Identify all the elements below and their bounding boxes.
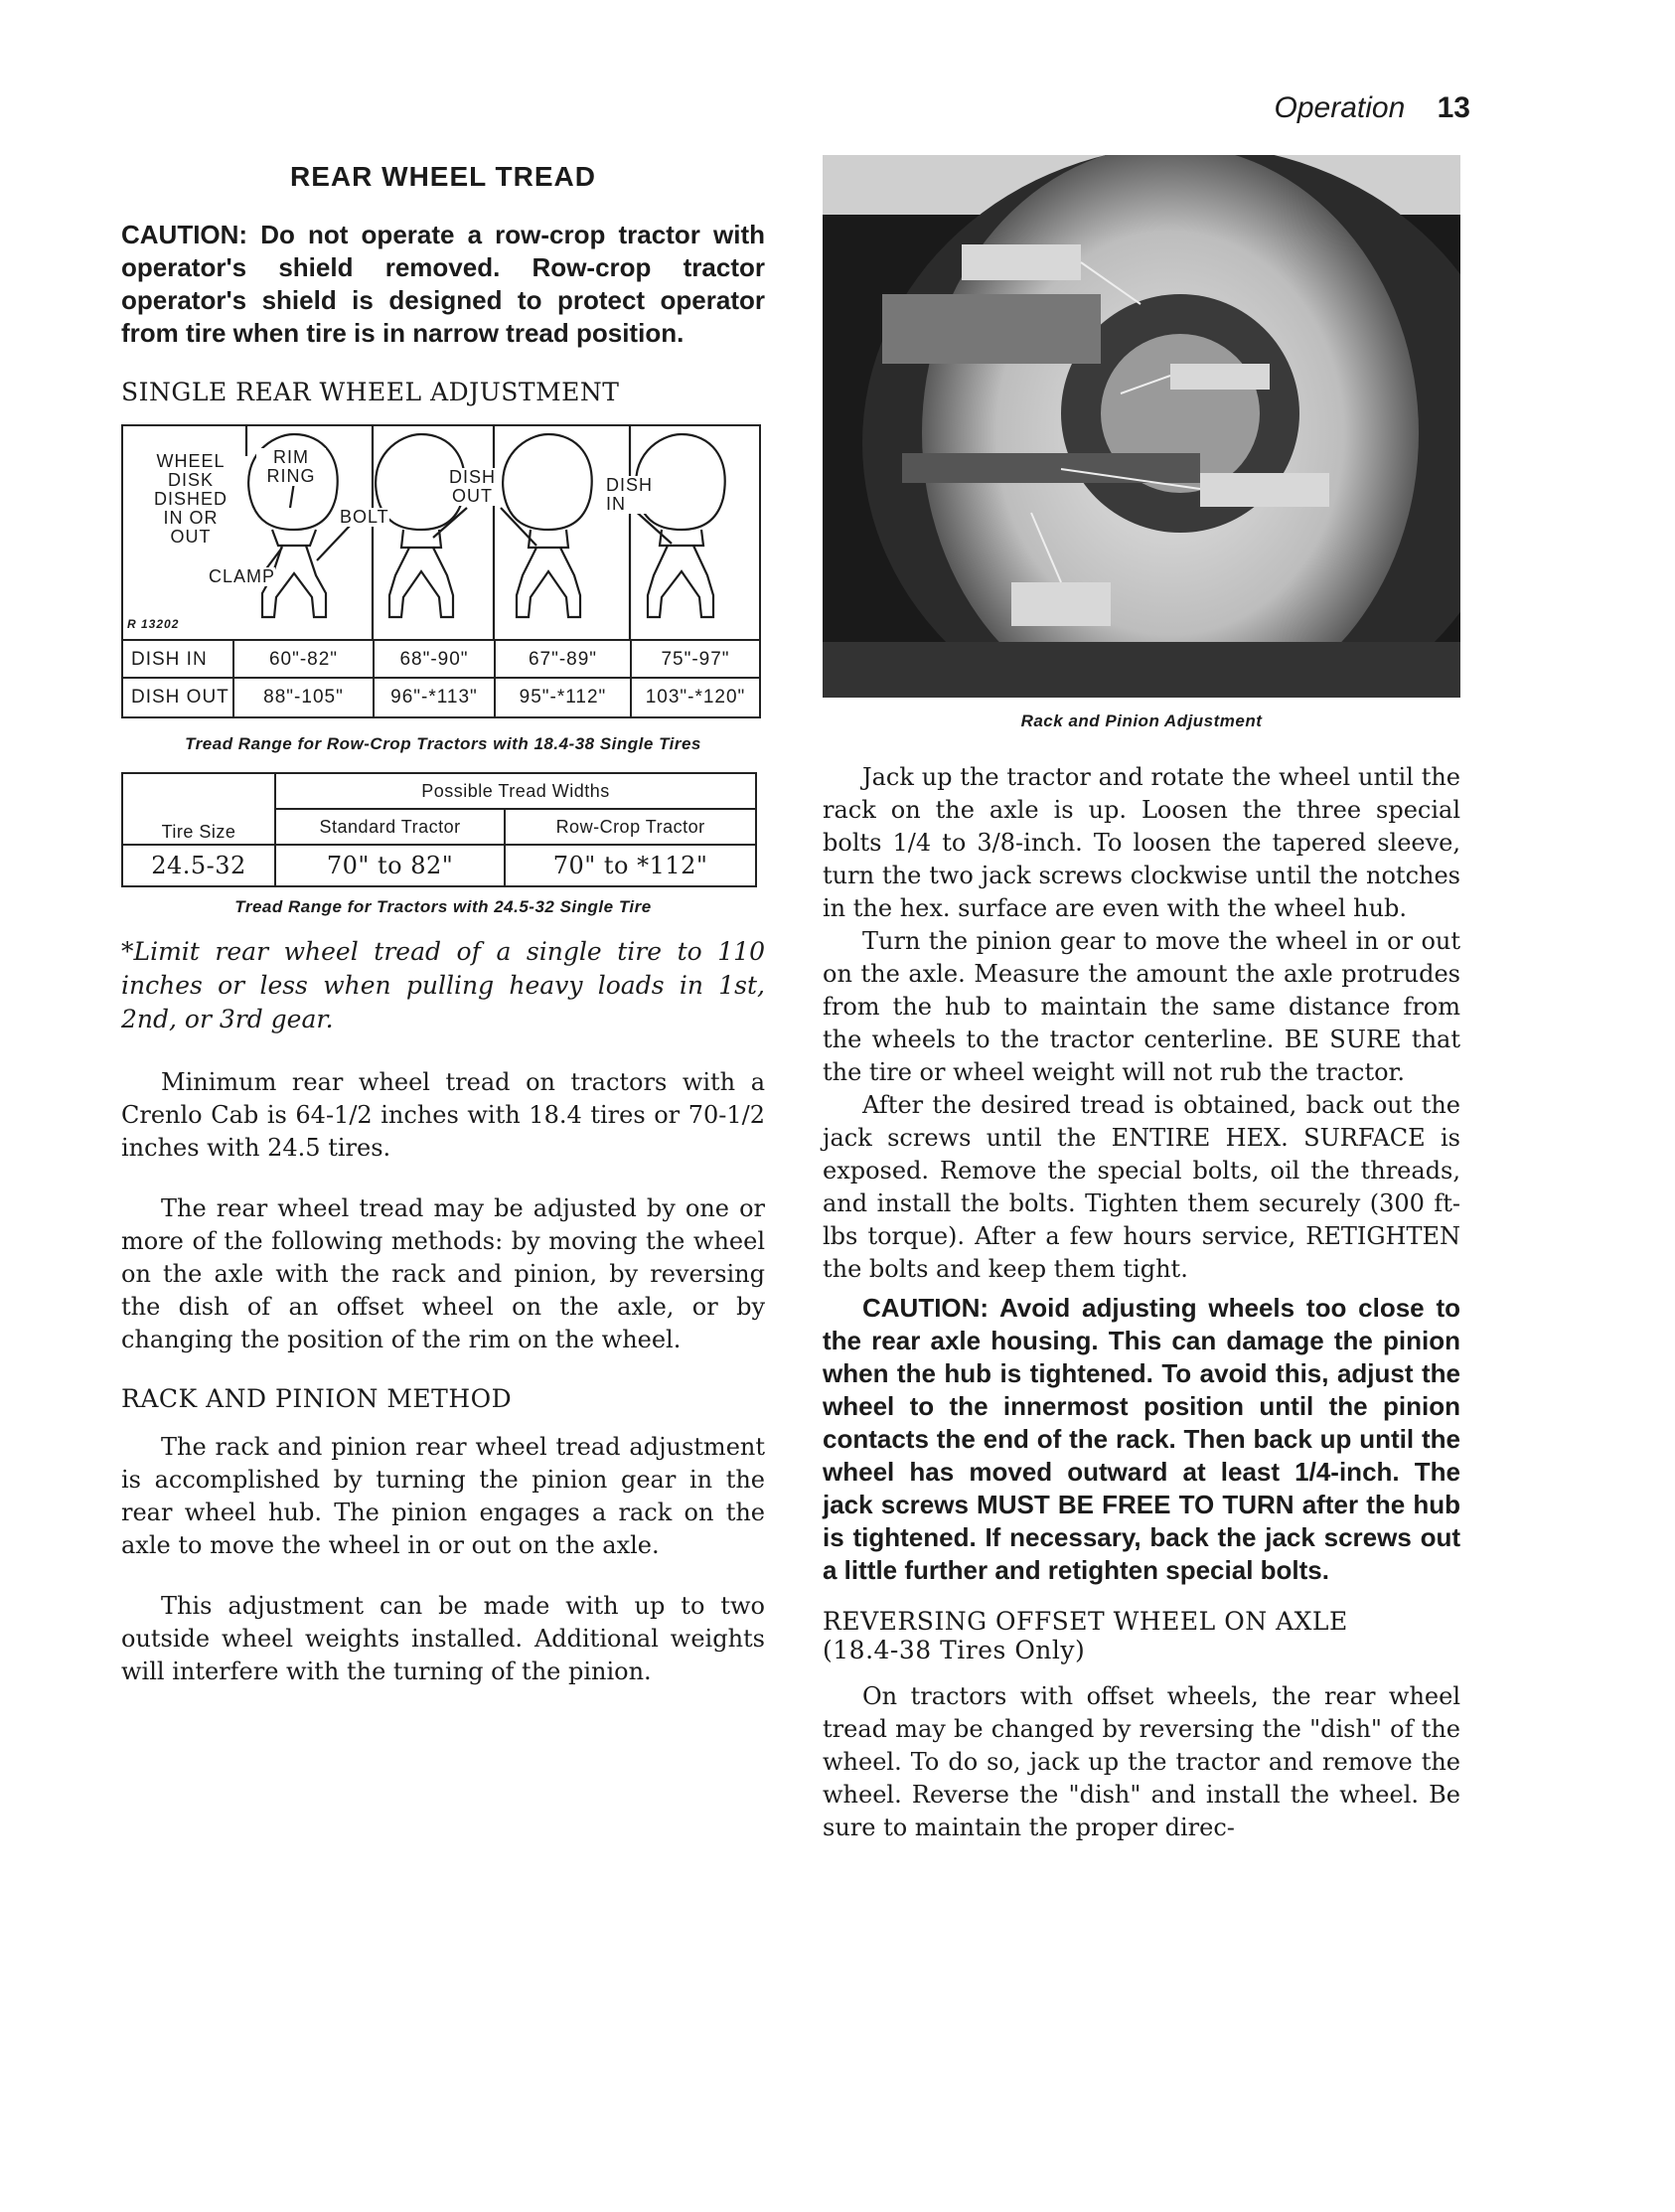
- col-rowcrop: Row-Crop Tractor: [505, 809, 756, 845]
- dish-out-v3: 95"-*112": [494, 679, 630, 716]
- rack-pinion-heading: RACK AND PINION METHOD: [121, 1384, 513, 1413]
- paragraph-turn-pinion: Turn the pinion gear to move the wheel in or out on the axle. Measure the amount the axle protrudes from the hub to maintain the same distance from the wheels to the tractor centerline. BE SURE that the tire or wheel weight will not rub the tractor.: [823, 927, 1460, 1086]
- col-tire-size: Tire Size: [122, 773, 275, 845]
- label-dish-in-1: DISH: [606, 475, 654, 495]
- paragraph-rack-pinion: The rack and pinion rear wheel tread adjustment is accomplished by turning the pinion gear in the rear wheel hub. The pinion engages a rack on the axle to move the wheel in or out on the axle.: [121, 1433, 765, 1559]
- paragraph-jack-up: Jack up the tractor and rotate the wheel until the rack on the axle is up. Loosen the three special bolts 1/4 to 3/8-inch. To loosen the tapered sleeve, turn the two jack screws clockwise until the notches in the hex. surface are even with the wheel hub.: [823, 763, 1460, 922]
- group-header: Possible Tread Widths: [275, 773, 756, 809]
- section-name: Operation: [1274, 91, 1406, 124]
- cell-standard: 70" to 82": [275, 845, 505, 886]
- wheel-hub-photo: [823, 155, 1460, 698]
- dish-out-v2: 96"-*113": [373, 679, 494, 716]
- cell-tire: 24.5-32: [122, 845, 275, 886]
- wheel-dish-diagram: [121, 424, 761, 718]
- label-dish-out-1: DISH: [449, 467, 497, 487]
- diagram-caption: Tread Range for Row-Crop Tractors with 18.4-38 Single Tires: [185, 734, 701, 753]
- limit-note: *Limit rear wheel tread of a single tire to 110 inches or less when pulling heavy loads in 1st, 2nd, or 3rd gear.: [121, 937, 765, 1033]
- section-title: REAR WHEEL TREAD: [290, 161, 596, 192]
- label-out: OUT: [170, 527, 212, 547]
- paragraph-tighten: After the desired tread is obtained, back out the jack screws until the ENTIRE HEX. SURFACE is exposed. Remove the special bolts, oil the threads, and install the bolts. Tighten them securely (300 ft-lbs torque). After a few hours service, RETIGHTEN the bolts and keep them tight.: [823, 1091, 1460, 1283]
- dish-out-label: DISH OUT: [131, 687, 229, 708]
- dish-in-label: DISH IN: [131, 649, 208, 670]
- paragraph-weights: This adjustment can be made with up to two outside wheel weights installed. Additional weights will interfere with the turning of the pinion.: [121, 1592, 765, 1685]
- dish-in-v1: 60"-82": [232, 641, 373, 679]
- label-dished: DISHED: [153, 489, 228, 509]
- col-standard: Standard Tractor: [275, 809, 505, 845]
- dish-in-v2: 68"-90": [373, 641, 494, 679]
- label-clamp: CLAMP: [209, 566, 276, 586]
- page-number: 13: [1437, 91, 1470, 124]
- rack-pinion-photo: [823, 155, 1460, 698]
- label-dish-out-2: OUT: [452, 486, 493, 506]
- reverse-heading: REVERSING OFFSET WHEEL ON AXLE: [823, 1607, 1348, 1636]
- table-caption: Tread Range for Tractors with 24.5-32 Single Tire: [234, 897, 652, 916]
- running-head: [1242, 91, 1470, 125]
- dish-in-row: [123, 639, 759, 679]
- dish-in-v3: 67"-89": [494, 641, 630, 679]
- figure-id: R 13202: [127, 617, 180, 631]
- caution-axle: CAUTION: Avoid adjusting wheels too close to the rear axle housing. This can damage the pinion when the hub is tightened. To avoid this, adjust the wheel to the innermost position until the pinion contacts the end of the rack. Then back up until the wheel has moved outward at least 1/4-inch. The jack screws MUST BE FREE TO TURN after the hub is tightened. If necessary, back the jack screws out a little further and retighten special bolts.: [823, 1293, 1460, 1585]
- dish-out-v1: 88"-105": [232, 679, 373, 716]
- dish-out-row: [123, 677, 759, 716]
- single-wheel-heading: SINGLE REAR WHEEL ADJUSTMENT: [121, 378, 620, 406]
- right-column: [823, 149, 1460, 1844]
- dish-in-v4: 75"-97": [630, 641, 759, 679]
- label-dish-in-2: IN: [606, 494, 626, 514]
- reverse-subheading: (18.4-38 Tires Only): [823, 1636, 1086, 1664]
- label-ring: RING: [266, 466, 316, 486]
- label-wheel: WHEEL: [156, 451, 226, 471]
- photo-caption: Rack and Pinion Adjustment: [1020, 711, 1263, 730]
- paragraph-methods: The rear wheel tread may be adjusted by one or more of the following methods: by moving the wheel on the axle with the rack and pinion, by reversing the dish of an offset wheel on the axle, or by changing the position of the rim on the wheel.: [121, 1194, 765, 1353]
- label-rim: RIM: [273, 447, 309, 467]
- cell-rowcrop: 70" to *112": [505, 845, 756, 886]
- paragraph-min-tread: Minimum rear wheel tread on tractors with a Crenlo Cab is 64-1/2 inches with 18.4 tires or 70-1/2 inches with 24.5 tires.: [121, 1068, 765, 1162]
- caution-shield: CAUTION: Do not operate a row-crop tractor with operator's shield removed. Row-crop tractor operator's shield is designed to protect operator from tire when tire is in narrow tread position.: [121, 220, 765, 348]
- label-disk: DISK: [167, 470, 214, 490]
- paragraph-reverse: On tractors with offset wheels, the rear wheel tread may be changed by reversing the "dish" of the wheel. To do so, jack up the tractor and remove the wheel. Reverse the "dish" and install the wheel. Be sure to maintain the proper direc-: [823, 1682, 1460, 1841]
- tread-table: [121, 772, 757, 887]
- dish-out-v4: 103"-*120": [630, 679, 759, 716]
- left-column: [121, 149, 765, 1716]
- label-bolt: BOLT: [340, 507, 389, 527]
- label-in-or: IN OR: [163, 508, 219, 528]
